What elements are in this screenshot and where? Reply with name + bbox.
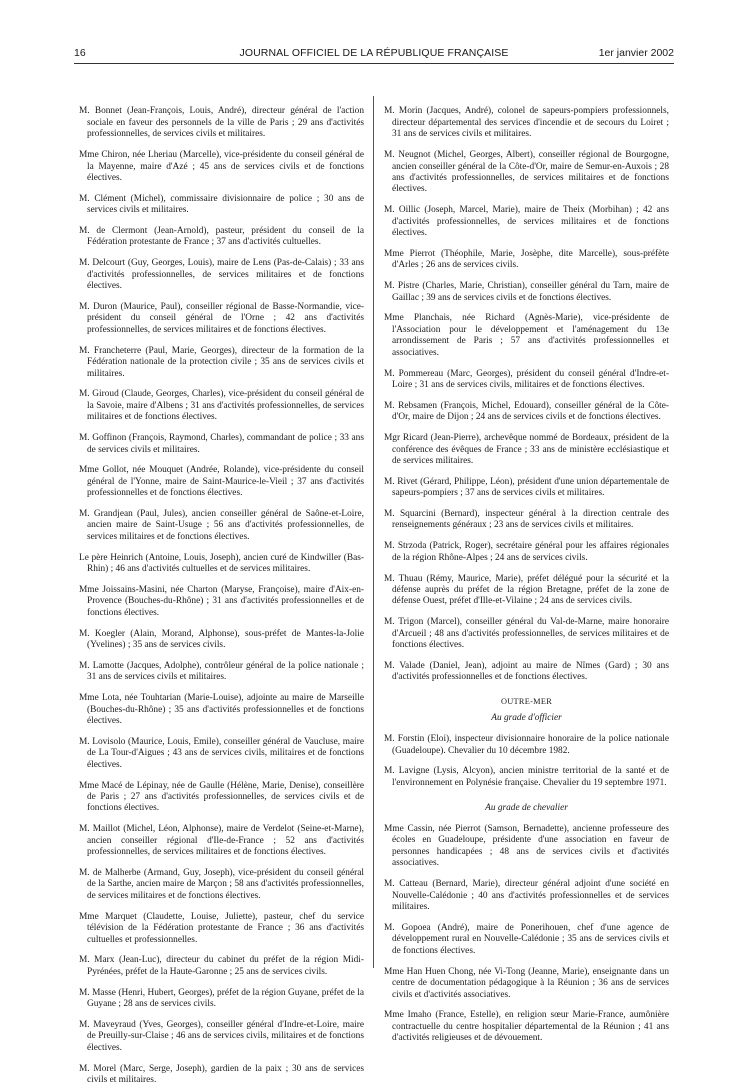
list-item: M. de Clermont (Jean-Arnold), pasteur, président du conseil de la Fédération protestante de France ; 37 ans d'activités cultuelles. bbox=[79, 226, 364, 248]
list-item: Mgr Ricard (Jean-Pierre), archevêque nommé de Bordeaux, président de la conférence des évêques de France ; 33 ans de ministère ecclésiastique et de services militaires. bbox=[384, 433, 669, 466]
list-item: M. Catteau (Bernard, Marie), directeur général adjoint d'une société en Nouvelle-Calédonie ; 40 ans d'activités professionnelles et de services militaires. bbox=[384, 879, 669, 913]
list-item: M. Oillic (Joseph, Marcel, Marie), maire de Theix (Morbihan) ; 42 ans d'activités professionnelles, de services militaires et de fonctions électives. bbox=[384, 205, 669, 239]
list-item: M. Maillot (Michel, Léon, Alphonse), maire de Verdelot (Seine-et-Marne), ancien conseiller régional d'Ile-de-France ; 52 ans d'activités professionnelles, de services militaires et de fonctions électives. bbox=[79, 824, 364, 858]
list-item: M. Morin (Jacques, André), colonel de sapeurs-pompiers professionnels, directeur départemental des services d'incendie et de secours du Loiret ; 31 ans de services civils et militaires. bbox=[384, 106, 669, 140]
list-item: M. Francheterre (Paul, Marie, Georges), directeur de la formation de la Fédération nationale de la protection civile ; 35 ans de services civils et militaires. bbox=[79, 345, 364, 379]
journal-title: JOURNAL OFFICIEL DE LA RÉPUBLIQUE FRANÇAISE bbox=[239, 47, 509, 59]
list-item: Mme Han Huen Chong, née Vi-Tong (Jeanne, Marie), enseignante dans un centre de documentation pédagogique à la Réunion ; 36 ans de services civils et d'activités associatives. bbox=[384, 966, 669, 1000]
header-date: 1er janvier 2002 bbox=[598, 47, 674, 59]
list-item: Mme Macé de Lépinay, née de Gaulle (Hélène, Marie, Denise), conseillère de Paris ; 27 ans d'activités professionnelles, de services civils et de fonctions électives. bbox=[79, 780, 364, 814]
list-item: Mme Planchais, née Richard (Agnès-Marie), vice-présidente de l'Association pour le développement et l'aménagement du 13e arrondissement de Paris ; 57 ans d'activités professionnelles et associatives. bbox=[384, 313, 669, 358]
list-item: M. Duron (Maurice, Paul), conseiller régional de Basse-Normandie, vice-président du conseil général de l'Orne ; 42 ans d'activités professionnelles, de services militaires et de fonctions électives. bbox=[79, 301, 364, 335]
list-item: M. Goffinon (François, Raymond, Charles), commandant de police ; 33 ans de services civils et militaires. bbox=[79, 433, 364, 455]
left-column bbox=[79, 97, 364, 1092]
list-item: Mme Imaho (France, Estelle), en religion sœur Marie-France, aumônière contractuelle du centre hospitalier départemental de la Réunion ; 41 ans d'activités religieuses et de dévouement. bbox=[384, 1010, 669, 1044]
list-item: M. Masse (Henri, Hubert, Georges), préfet de la région Guyane, préfet de la Guyane ; 28 ans de services civils. bbox=[79, 987, 364, 1010]
list-item: M. Lovisolo (Maurice, Louis, Emile), conseiller général de Vaucluse, maire de La Tour-d'Aigues ; 43 ans de services civils, militaires et de fonctions électives. bbox=[79, 736, 364, 770]
list-item: M. Pistre (Charles, Marie, Christian), conseiller général du Tarn, maire de Gaillac ; 39 ans de services civils et de fonctions électives. bbox=[384, 281, 669, 303]
list-item: M. Thuau (Rémy, Maurice, Marie), préfet délégué pour la sécurité et la défense auprès du préfet de la région Bretagne, préfet de la zone de défense Ouest, préfet d'Ille-et-Vilaine ; 24 ans de services civils. bbox=[384, 573, 669, 607]
list-item: Mme Gollot, née Mouquet (Andrée, Rolande), vice-présidente du conseil général de l'Yonne, maire de Saint-Maurice-le-Vieil ; 37 ans d'activités professionnelles et de fonctions électives. bbox=[79, 465, 364, 499]
page-header bbox=[74, 47, 674, 61]
list-item: M. Lavigne (Lysis, Alcyon), ancien ministre territorial de la santé et de l'environnement en Polynésie française. Chevalier du 19 septembre 1971. bbox=[384, 766, 669, 788]
list-item: M. Lamotte (Jacques, Adolphe), contrôleur général de la police nationale ; 31 ans de services civils et militaires. bbox=[79, 660, 364, 683]
subsection-heading-chevalier: Au grade de chevalier bbox=[485, 803, 568, 814]
section-heading-outre-mer: OUTRE-MER bbox=[500, 696, 553, 706]
list-item: Mme Pierrot (Théophile, Marie, Josèphe, dite Marcelle), sous-préfète d'Arles ; 26 ans de services civils. bbox=[384, 248, 669, 271]
list-item: M. Neugnot (Michel, Georges, Albert), conseiller régional de Bourgogne, ancien conseiller général de la Côte-d'Or, maire de Semur-en-Auxois ; 28 ans d'activités professionnelles, de services militaires et de fonctions électives. bbox=[384, 150, 669, 195]
list-item: M. Morel (Marc, Serge, Joseph), gardien de la paix ; 30 ans de services civils et militaires. bbox=[79, 1063, 364, 1086]
list-item: Mme Joissains-Masini, née Charton (Maryse, Françoise), maire d'Aix-en-Provence (Bouches-du-Rhône) ; 31 ans d'activités professionnelles et de fonctions électives. bbox=[79, 584, 364, 618]
list-item: Le père Heinrich (Antoine, Louis, Joseph), ancien curé de Kindwiller (Bas-Rhin) ; 46 ans d'activités cultuelles et de services militaires. bbox=[79, 552, 364, 575]
list-item: M. Giroud (Claude, Georges, Charles), vice-président du conseil général de la Savoie, maire d'Albens ; 31 ans d'activités professionnelles, de services militaires et de fonctions électives. bbox=[79, 389, 364, 423]
list-item: M. de Malherbe (Armand, Guy, Joseph), vice-président du conseil général de la Sarthe, ancien maire de Marçon ; 58 ans d'activités professionnelles, de services militaires et de fonctions électives. bbox=[79, 867, 364, 901]
list-item: Mme Marquet (Claudette, Louise, Juliette), pasteur, chef du service télévision de la Fédération protestante de France ; 36 ans d'activités cultuelles et professionnelles. bbox=[79, 911, 364, 945]
list-item: M. Rebsamen (François, Michel, Edouard), conseiller général de la Côte-d'Or, maire de Dijon ; 24 ans de services civils et de fonctions électives. bbox=[384, 400, 669, 423]
list-item: M. Pommereau (Marc, Georges), président du conseil général d'Indre-et-Loire ; 31 ans de services civils, militaires et de fonctions électives. bbox=[384, 368, 669, 391]
list-item: M. Strzoda (Patrick, Roger), secrétaire général pour les affaires régionales de la région Rhône-Alpes ; 24 ans de services civils. bbox=[384, 541, 669, 563]
list-item: M. Forstin (Eloi), inspecteur divisionnaire honoraire de la police nationale (Guadeloupe). Chevalier du 10 décembre 1982. bbox=[384, 734, 669, 756]
right-column bbox=[384, 97, 669, 1050]
list-item: M. Koegler (Alain, Morand, Alphonse), sous-préfet de Mantes-la-Jolie (Yvelines) ; 35 ans de services civils. bbox=[79, 628, 364, 651]
header-rule bbox=[74, 63, 674, 64]
list-item: Mme Lota, née Touhtarian (Marie-Louise), adjointe au maire de Marseille (Bouches-du-Rhône) ; 35 ans d'activités professionnelles et de fonctions électives. bbox=[79, 693, 364, 727]
list-item: M. Clément (Michel), commissaire divisionnaire de police ; 30 ans de services civils et militaires. bbox=[79, 193, 364, 216]
list-item: M. Squarcini (Bernard), inspecteur général à la direction centrale des renseignements généraux ; 23 ans de services civils et militaires. bbox=[384, 509, 669, 531]
page-number: 16 bbox=[74, 47, 86, 59]
list-item: M. Rivet (Gérard, Philippe, Léon), président d'une union départementale de sapeurs-pompiers ; 37 ans de services civils et militaires. bbox=[384, 476, 669, 499]
list-item: M. Bonnet (Jean-François, Louis, André), directeur général de l'action sociale en faveur des personnels de la ville de Paris ; 29 ans d'activités professionnelles, de services civils et militaires. bbox=[79, 106, 364, 140]
list-item: M. Gopoea (André), maire de Ponerihouen, chef d'une agence de développement rural en Nouvelle-Calédonie ; 35 ans de services civils et de fonctions électives. bbox=[384, 922, 669, 956]
list-item: Mme Chiron, née Lheriau (Marcelle), vice-présidente du conseil général de la Mayenne, maire d'Azé ; 45 ans de services civils et de fonctions électives. bbox=[79, 150, 364, 183]
list-item: M. Delcourt (Guy, Georges, Louis), maire de Lens (Pas-de-Calais) ; 33 ans d'activités professionnelles, de services militaires et de fonctions électives. bbox=[79, 258, 364, 292]
subsection-heading-officier: Au grade d'officier bbox=[491, 713, 562, 724]
list-item: M. Valade (Daniel, Jean), adjoint au maire de Nîmes (Gard) ; 30 ans d'activités professionnelles et de fonctions électives. bbox=[384, 660, 669, 683]
list-item: M. Trigon (Marcel), conseiller général du Val-de-Marne, maire honoraire d'Arcueil ; 48 ans d'activités professionnelles, de services militaires et de fonctions électives. bbox=[384, 617, 669, 651]
list-item: M. Marx (Jean-Luc), directeur du cabinet du préfet de la région Midi-Pyrénées, préfet de la Haute-Garonne ; 25 ans de services civils. bbox=[79, 955, 364, 977]
list-item: Mme Cassin, née Pierrot (Samson, Bernadette), ancienne professeure des écoles en Guadeloupe, présidente d'une association en faveur de personnes handicapées ; 48 ans de services civils et d'activités associatives. bbox=[384, 824, 669, 869]
column-divider bbox=[373, 96, 374, 968]
list-item: M. Grandjean (Paul, Jules), ancien conseiller général de Saône-et-Loire, ancien maire de Saint-Usuge ; 56 ans d'activités professionnelles, de services militaires et de fonctions électives. bbox=[79, 509, 364, 542]
list-item: M. Maveyraud (Yves, Georges), conseiller général d'Indre-et-Loire, maire de Preuilly-sur-Claise ; 46 ans de services civils, militaires et de fonctions électives. bbox=[79, 1019, 364, 1053]
